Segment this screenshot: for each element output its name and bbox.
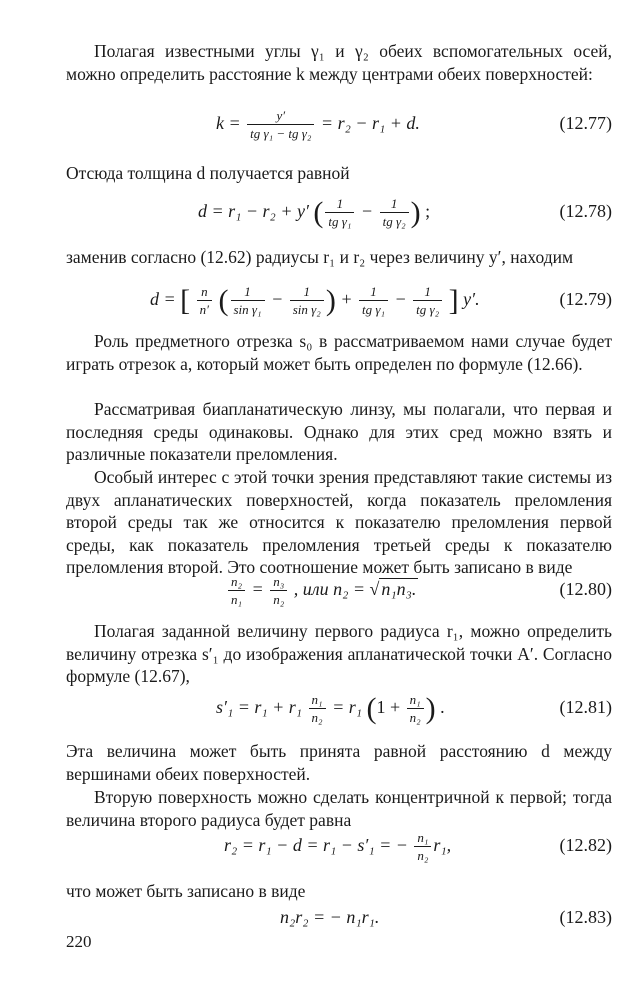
paragraph-1: Полагая известными углы γ₁ и γ₂ обеих вспомогательных осей, можно определить расстояние k между центрами обеих поверхностей: bbox=[66, 41, 612, 84]
equation-12-83: n₂r₂ = − n₁r₁. (12.83) bbox=[66, 902, 612, 932]
paragraph-9: Вторую поверхность можно сделать концентричной к первой; тогда величина второго радиуса будет равна bbox=[66, 787, 612, 830]
equation-number: (12.79) bbox=[559, 289, 612, 309]
paragraph-4: Роль предметного отрезка s₀ в рассматриваемом нами случае будет играть отрезок a, который может быть определен по формуле (12.66). bbox=[66, 331, 612, 374]
paragraph-3: заменив согласно (12.62) радиусы r₁ и r₂ через величину y′, находим bbox=[66, 247, 574, 267]
paragraph-8: Эта величина может быть принята равной расстоянию d между вершинами обеих поверхностей. bbox=[66, 741, 612, 784]
eq77-rhs: = r₂ − r₁ + d. bbox=[320, 113, 420, 133]
equation-number: (12.82) bbox=[559, 835, 612, 855]
eq77-lhs: k = bbox=[216, 113, 241, 133]
equation-12-81: s′₁ = r₁ + r₁ $\frac{\text{n₁}}{\text{n₂}}$ = r₁ (1 + $\frac{\text{n₁}}{\text{n₂}}$ ) . (12.81) bbox=[216, 691, 612, 726]
paragraph-5: Рассматривая биапланатическую линзу, мы полагали, что первая и последняя среды одинаковы. Однако для этих сред можно взять и различные показатели преломления. bbox=[66, 399, 612, 464]
equation-number: (12.78) bbox=[559, 201, 612, 221]
page-number: 220 bbox=[66, 932, 92, 951]
paragraph-6: Особый интерес с этой точки зрения представляют такие системы из двух апланатических поверхностей, когда показатель преломления второй среды так же относится к показателю преломления первой среды, как показатель преломления третьей среды к показателю преломления второй. Это соотношение может быть записано в виде bbox=[66, 467, 612, 577]
equation-number: (12.81) bbox=[559, 697, 612, 717]
equation-number: (12.80) bbox=[559, 579, 612, 599]
equation-number: (12.83) bbox=[559, 907, 612, 927]
paragraph-7: Полагая заданной величину первого радиуса r₁, можно определить величину отрезка s′₁ до изображения апланатической точки A′. Согласно формуле (12.67), bbox=[66, 621, 612, 686]
equation-12-79: d = [ $\frac{n}{n'}$ ( $\frac{1}{\text{sin γ₁}}$ − $\frac{1}{\text{sin γ₂}}$ ) + $\frac{1}{\text{tg γ₁}}$ − $\frac{1}{\text{tg γ₂}}$ ] y′. (12.79) bbox=[150, 283, 612, 318]
paragraph-10: что может быть записано в виде bbox=[66, 881, 306, 901]
eq77-fraction: $\frac{y'}{\text{tg γ₁ − tg γ₂}}$ bbox=[247, 109, 314, 140]
equation-12-82: r₂ = r₁ − d = r₁ − s′₁ = − $\frac{\text{n₁}}{\text{n₂}}$ r₁, (12.82) bbox=[224, 830, 612, 864]
equation-12-77 bbox=[66, 108, 612, 142]
equation-number: (12.77) bbox=[559, 113, 612, 133]
equation-12-78: d = r₁ − r₂ + y′ ( $\frac{1}{\text{tg γ₁}}$ − $\frac{1}{\text{tg γ₂}}$ ) ; (12.78) bbox=[198, 195, 612, 230]
equation-12-80: $\frac{\text{n₂}}{\text{n₁}}$ = $\frac{\text{n₃}}{\text{n₂}}$ , или n₂ = √ n₁n₃. (12.80) bbox=[66, 574, 612, 604]
paragraph-2: Отсюда толщина d получается равной bbox=[66, 163, 350, 183]
